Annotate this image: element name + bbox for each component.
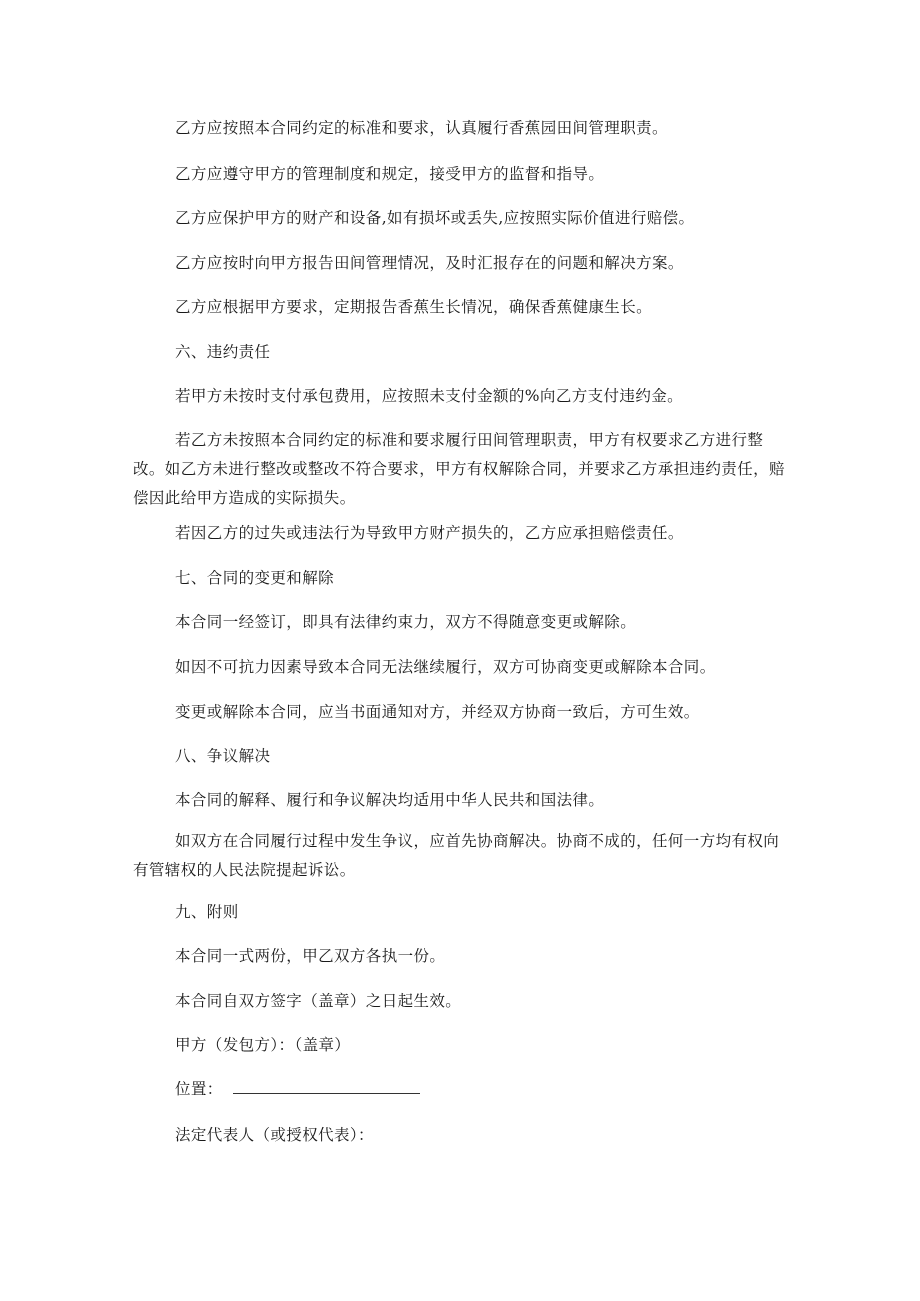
paragraph: 本合同一式两份，甲乙双方各执一份。 (175, 947, 446, 965)
paragraph: 若乙方未按照本合同约定的标准和要求履行田间管理职责，甲方有权要求乙方进行整改。如乙方未进行整改或整改不符合要求，甲方有权解除合同，并要求乙方承担违约责任，赔偿因此给甲方造成的实际损失。 (133, 431, 785, 507)
section-heading: 八、争议解决 (175, 747, 271, 765)
location-label: 位置： (175, 1080, 223, 1098)
paragraph: 乙方应遵守甲方的管理制度和规定，接受甲方的监督和指导。 (175, 165, 605, 183)
paragraph: 如双方在合同履行过程中发生争议，应首先协商解决。协商不成的，任何一方均有权向有管辖权的人民法院提起诉讼。 (133, 832, 780, 879)
paragraph: 变更或解除本合同，应当书面通知对方，并经双方协商一致后，方可生效。 (175, 703, 700, 721)
paragraph: 乙方应保护甲方的财产和设备,如有损坏或丢失,应按照实际价值进行赔偿。 (175, 209, 695, 227)
paragraph: 若甲方未按时支付承包费用，应按照未支付金额的%向乙方支付违约金。 (175, 387, 684, 405)
paragraph: 本合同自双方签字（盖章）之日起生效。 (175, 992, 462, 1010)
paragraph: 如因不可抗力因素导致本合同无法继续履行，双方可协商变更或解除本合同。 (175, 658, 716, 676)
section-heading: 九、附则 (175, 903, 239, 921)
location-blank-line (233, 1075, 420, 1094)
paragraph: 乙方应根据甲方要求，定期报告香蕉生长情况，确保香蕉健康生长。 (175, 298, 653, 316)
party-a-signature-line: 甲方（发包方）：（盖章） (175, 1036, 351, 1054)
location-field (133, 1075, 788, 1104)
paragraph: 本合同的解释、履行和争议解决均适用中华人民共和国法律。 (175, 791, 605, 809)
paragraph: 本合同一经签订，即具有法律约束力，双方不得随意变更或解除。 (175, 613, 637, 631)
paragraph: 乙方应按照本合同约定的标准和要求，认真履行香蕉园田间管理职责。 (175, 119, 668, 137)
legal-representative-line: 法定代表人（或授权代表）： (175, 1126, 374, 1144)
paragraph: 乙方应按时向甲方报告田间管理情况，及时汇报存在的问题和解决方案。 (175, 254, 684, 272)
paragraph: 若因乙方的过失或违法行为导致甲方财产损失的，乙方应承担赔偿责任。 (175, 524, 684, 542)
section-heading: 六、违约责任 (175, 343, 271, 361)
section-heading: 七、合同的变更和解除 (175, 569, 335, 587)
